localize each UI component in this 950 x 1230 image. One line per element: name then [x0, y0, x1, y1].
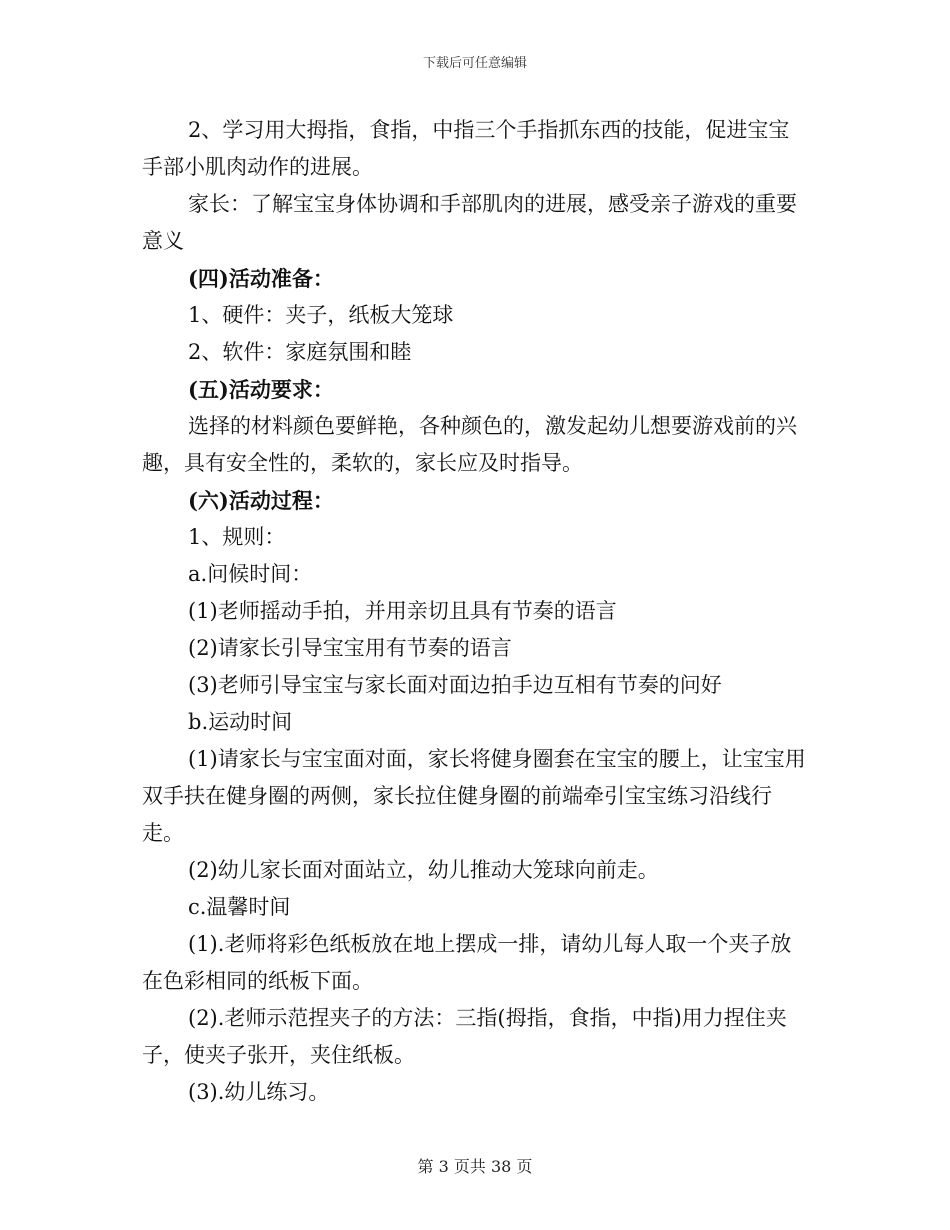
- paragraph: b.运动时间: [188, 710, 293, 734]
- paragraph: c.温馨时间: [188, 895, 291, 919]
- paragraph: 选择的材料颜色要鲜艳，各种颜色的，激发起幼儿想要游戏前的兴趣，具有安全性的，柔软的，家长应及时指导。: [142, 414, 797, 475]
- page-footer: 第 3 页共 38 页: [417, 1157, 533, 1176]
- paragraph: (1)老师摇动手拍，并用亲切且具有节奏的语言: [188, 599, 617, 623]
- paragraph: (2).老师示范捏夹子的方法：三指(拇指，食指，中指)用力捏住夹子，使夹子张开，夹住纸板。: [142, 1006, 787, 1067]
- section-heading: (五)活动要求：: [188, 377, 334, 402]
- document-body: [142, 112, 810, 1111]
- paragraph: a.问候时间：: [188, 562, 313, 586]
- section-heading: (四)活动准备：: [188, 266, 334, 291]
- section-heading: (六)活动过程：: [188, 488, 334, 513]
- paragraph: (1).老师将彩色纸板放在地上摆成一排，请幼儿每人取一个夹子放在色彩相同的纸板下面。: [142, 932, 792, 993]
- paragraph: (1)请家长与宝宝面对面，家长将健身圈套在宝宝的腰上，让宝宝用双手扶在健身圈的两侧，家长拉住健身圈的前端牵引宝宝练习沿线行走。: [142, 747, 806, 845]
- paragraph: (3)老师引导宝宝与家长面对面边拍手边互相有节奏的问好: [188, 673, 722, 697]
- paragraph: (3).幼儿练习。: [188, 1080, 330, 1104]
- paragraph: (2)幼儿家长面对面站立，幼儿推动大笼球向前走。: [188, 858, 659, 882]
- paragraph: (2)请家长引导宝宝用有节奏的语言: [188, 636, 512, 660]
- paragraph: 1、规则：: [188, 525, 286, 549]
- paragraph: 1、硬件：夹子，纸板大笼球: [188, 303, 454, 327]
- paragraph: 家长：了解宝宝身体协调和手部肌肉的进展，感受亲子游戏的重要意义: [142, 192, 797, 253]
- paragraph: 2、软件：家庭氛围和睦: [188, 340, 412, 364]
- paragraph: 2、学习用大拇指，食指，中指三个手指抓东西的技能，促进宝宝手部小肌肉动作的进展。: [142, 118, 790, 179]
- page-header: 下载后可任意编辑: [422, 56, 527, 71]
